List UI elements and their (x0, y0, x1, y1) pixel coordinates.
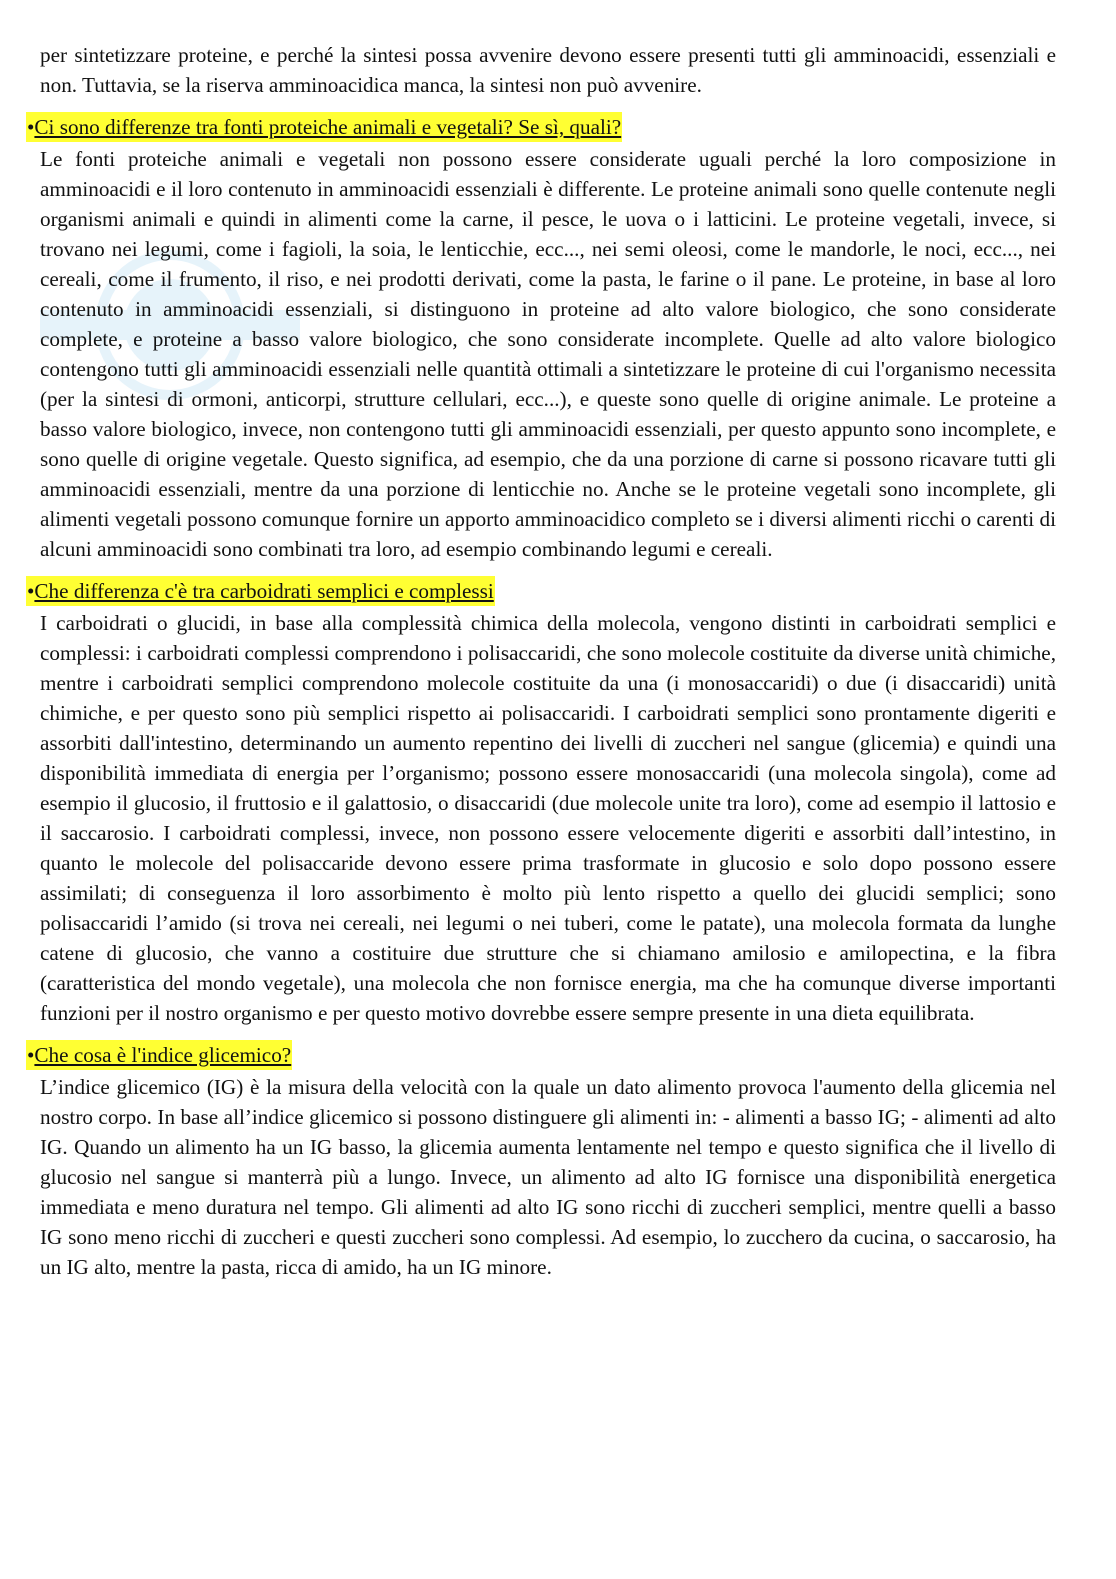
question-text: Che differenza c'è tra carboidrati semplici e complessi (34, 576, 494, 606)
intro-paragraph: per sintetizzare proteine, e perché la sintesi possa avvenire devono essere presenti tutti gli amminoacidi, essenziali e non. Tuttavia, se la riserva amminoacidica manca, la sintesi non può avvenire. (40, 43, 1056, 97)
bullet-icon: • (26, 1040, 34, 1070)
answer-paragraph: L’indice glicemico (IG) è la misura della velocità con la quale un dato alimento provoca l'aumento della glicemia nel nostro corpo. In base all’indice glicemico si possono distinguere gli alimenti in: - alimenti a basso IG; - alimenti ad alto IG. Quando un alimento ha un IG basso, la glicemia aumenta lentamente nel tempo e questo significa che il livello di glucosio nel sangue si manterrà più a lungo. Invece, un alimento ad alto IG fornisce una disponibilità energetica immediata e meno duratura nel tempo. Gli alimenti ad alto IG sono ricchi di zuccheri semplici, mentre quelli a basso IG sono meno ricchi di zuccheri e questi zuccheri sono complessi. Ad esempio, lo zucchero da cucina, o saccarosio, ha un IG alto, mentre la pasta, ricca di amido, ha un IG minore. (40, 1075, 1056, 1279)
section-carbohydrates (27, 576, 1056, 1028)
question-text: Che cosa è l'indice glicemico? (34, 1040, 292, 1070)
answer-paragraph: I carboidrati o glucidi, in base alla complessità chimica della molecola, vengono distinti in carboidrati semplici e complessi: i carboidrati complessi comprendono i polisaccaridi, che sono molecole costituite da diverse unità chimiche, mentre i carboidrati semplici comprendono molecole costituite da una (i monosaccaridi) o due (i disaccaridi) unità chimiche, e per questo sono più semplici rispetto ai polisaccaridi. I carboidrati semplici sono prontamente digeriti e assorbiti dall'intestino, determinando un aumento repentino dei livelli di zuccheri nel sangue (glicemia) e quindi una disponibilità immediata di energia per l’organismo; possono essere monosaccaridi (una molecola singola), come ad esempio il glucosio, il fruttosio e il galattosio, o disaccaridi (due molecole unite tra loro), come ad esempio il lattosio e il saccarosio. I carboidrati complessi, invece, non possono essere velocemente digeriti e assorbiti dall’intestino, in quanto le molecole del polisaccaride devono essere prima trasformate in glucosio e solo dopo possono essere assimilati; di conseguenza il loro assorbimento è molto più lento rispetto a quello dei glucidi semplici; sono polisaccaridi l’amido (si trova nei cereali, nei legumi o nei tuberi, come le patate), una molecola formata da lunghe catene di glucosio, che vanno a costituire due strutture che si chiamano amilosio e amilopectina, e la fibra (caratteristica del mondo vegetale), una molecola che non fornisce energia, ma che ha comunque diverse importanti funzioni per il nostro organismo e per questo motivo dovrebbe essere sempre presente in una dieta equilibrata. (40, 611, 1056, 1025)
bullet-icon: • (26, 576, 34, 606)
bullet-icon: • (26, 112, 34, 142)
intro-paragraph-block (40, 40, 1056, 100)
question-heading (26, 576, 1056, 606)
question-text: Ci sono differenze tra fonti proteiche animali e vegetali? Se sì, quali? (34, 112, 622, 142)
question-heading (26, 1040, 1056, 1070)
section-glycemic-index (27, 1040, 1056, 1282)
question-heading (26, 112, 1056, 142)
document-page (27, 40, 1056, 1282)
answer-paragraph: Le fonti proteiche animali e vegetali non possono essere considerate uguali perché la loro composizione in amminoacidi e il loro contenuto in amminoacidi essenziali è differente. Le proteine animali sono quelle contenute negli organismi animali e quindi in alimenti come la carne, il pesce, le uova o i latticini. Le proteine vegetali, invece, si trovano nei legumi, come i fagioli, la soia, le lenticchie, ecc..., nei semi oleosi, come le mandorle, le noci, ecc..., nei cereali, come il frumento, il riso, e nei prodotti derivati, come la pasta, le farine o il pane. Le proteine, in base al loro contenuto in amminoacidi essenziali, si distinguono in proteine ad alto valore biologico, che sono considerate complete, e proteine a basso valore biologico, che sono considerate incomplete. Quelle ad alto valore biologico contengono tutti gli amminoacidi essenziali nelle quantità ottimali a sintetizzare le proteine di cui l'organismo necessita (per la sintesi di ormoni, anticorpi, strutture cellulari, ecc...), e queste sono quelle di origine animale. Le proteine a basso valore biologico, invece, non contengono tutti gli amminoacidi essenziali, per questo appunto sono incomplete, e sono quelle di origine vegetale. Questo significa, ad esempio, che da una porzione di carne si possono ricavare tutti gli amminoacidi essenziali, mentre da una porzione di lenticchie no. Anche se le proteine vegetali sono incomplete, gli alimenti vegetali possono comunque fornire un apporto amminoacidico completo se i diversi alimenti ricchi o carenti di alcuni amminoacidi sono combinati tra loro, ad esempio combinando legumi e cereali. (40, 147, 1056, 561)
section-protein-sources (27, 112, 1056, 564)
